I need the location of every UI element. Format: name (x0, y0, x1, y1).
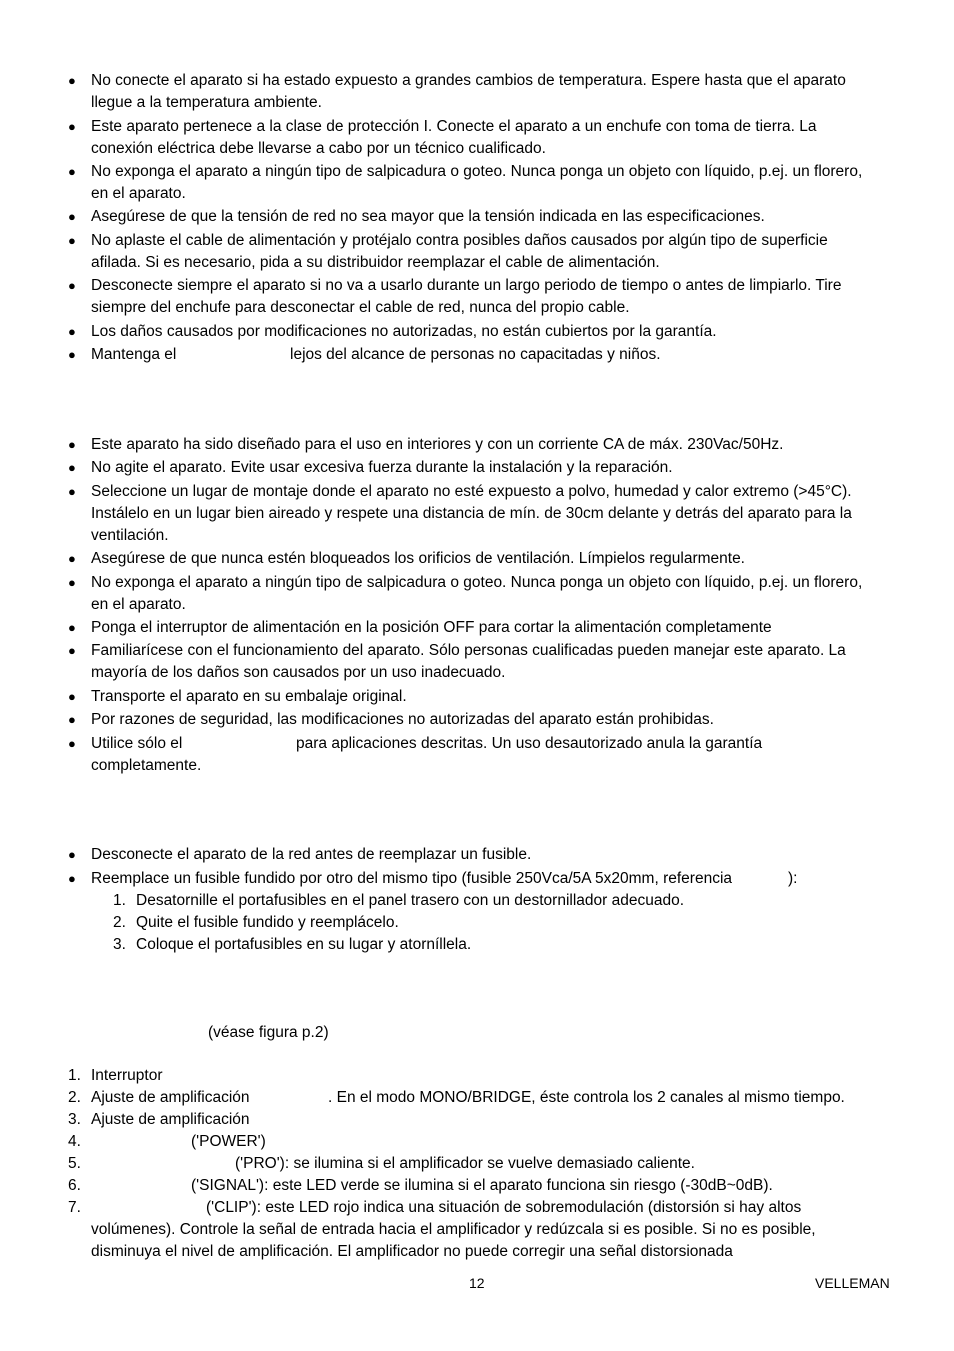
bullet: ● (68, 575, 76, 590)
item-text: Ajuste de amplificación (91, 1089, 250, 1106)
bullet: ● (68, 736, 76, 751)
list-item-line: siempre del enchufe para desconectar el cable de red, nunca del propio cable. (91, 299, 630, 316)
bullet: ● (68, 620, 76, 635)
list-item-line: en el aparato. (91, 596, 186, 613)
list-item-line: Por razones de seguridad, las modificaciones no autorizadas del aparato están prohibidas. (91, 711, 714, 728)
list-item-line: Este aparato ha sido diseñado para el uso en interiores y con un corriente CA de máx. 230Vac/50Hz. (91, 436, 784, 453)
list-item-text: Mantenga el (91, 346, 177, 363)
bullet: ● (68, 278, 76, 293)
list-item-line: No conecte el aparato si ha estado expuesto a grandes cambios de temperatura. Espere hasta que el aparato (91, 72, 846, 89)
page-number: 12 (469, 1275, 485, 1291)
list-item-line: Transporte el aparato en su embalaje original. (91, 688, 407, 705)
step-number: 1. (113, 892, 126, 909)
list-item-line: No agite el aparato. Evite usar excesiva fuerza durante la instalación y la reparación. (91, 459, 673, 476)
item-text: . En el modo MONO/BRIDGE, éste controla los 2 canales al mismo tiempo. (328, 1089, 845, 1106)
list-item-line: completamente. (91, 757, 202, 774)
figure-reference: (véase figura p.2) (208, 1024, 329, 1041)
item-number: 4. (68, 1133, 81, 1150)
item-text: ('CLIP'): este LED rojo indica una situación de sobremodulación (distorsión si hay altos (206, 1199, 802, 1216)
bullet: ● (68, 347, 76, 362)
bullet: ● (68, 484, 76, 499)
step-text: Coloque el portafusibles en su lugar y atorníllela. (136, 936, 472, 953)
bullet: ● (68, 73, 76, 88)
bullet: ● (68, 460, 76, 475)
list-item-text: Utilice sólo el (91, 735, 183, 752)
item-text: ('PRO'): se ilumina si el amplificador se vuelve demasiado caliente. (235, 1155, 695, 1172)
item-number: 2. (68, 1089, 81, 1106)
list-item-line: mayoría de los daños son causados por un uso inadecuado. (91, 664, 506, 681)
list-item-text: ): (788, 870, 798, 887)
bullet: ● (68, 324, 76, 339)
item-text: Interruptor (91, 1067, 163, 1084)
list-item-text: lejos del alcance de personas no capacitadas y niños. (290, 346, 661, 363)
list-item-line: Ponga el interruptor de alimentación en la posición OFF para cortar la alimentación completamente (91, 619, 772, 636)
item-text: ('SIGNAL'): este LED verde se ilumina si el aparato funciona sin riesgo (-30dB~0dB). (191, 1177, 773, 1194)
list-item-line: Seleccione un lugar de montaje donde el aparato no esté expuesto a polvo, humedad y calor extremo (>45°C). (91, 483, 852, 500)
bullet: ● (68, 847, 76, 862)
list-item-line: Asegúrese de que la tensión de red no sea mayor que la tensión indicada en las especificaciones. (91, 208, 765, 225)
list-item-line: No exponga el aparato a ningún tipo de salpicadura o goteo. Nunca ponga un objeto con líquido, p.ej. un florero, (91, 163, 863, 180)
bullet: ● (68, 689, 76, 704)
item-text-line: volúmenes). Controle la señal de entrada hacia el amplificador y redúzcala si es posible. Si no es posible, (91, 1221, 816, 1238)
list-item-line: Desconecte siempre el aparato si no va a usarlo durante un largo periodo de tiempo o antes de limpiarlo. Tire (91, 277, 842, 294)
item-text: Ajuste de amplificación (91, 1111, 250, 1128)
bullet: ● (68, 164, 76, 179)
list-item-line: Asegúrese de que nunca estén bloqueados los orificios de ventilación. Límpielos regularmente. (91, 550, 745, 567)
item-number: 6. (68, 1177, 81, 1194)
list-item-line: Desconecte el aparato de la red antes de reemplazar un fusible. (91, 846, 532, 863)
bullet: ● (68, 871, 76, 886)
list-item-line: Instálelo en un lugar bien aireado y respete una distancia de mín. de 30cm delante y detrás del aparato para la (91, 505, 852, 522)
list-item-line: afilada. Si es necesario, pida a su distribuidor reemplazar el cable de alimentación. (91, 254, 660, 271)
item-number: 1. (68, 1067, 81, 1084)
list-item-line: No exponga el aparato a ningún tipo de salpicadura o goteo. Nunca ponga un objeto con líquido, p.ej. un florero, (91, 574, 863, 591)
footer-brand: VELLEMAN (815, 1275, 890, 1291)
step-text: Quite el fusible fundido y reemplácelo. (136, 914, 399, 931)
list-item-line: Familiarícese con el funcionamiento del aparato. Sólo personas cualificadas pueden manejar este aparato. La (91, 642, 846, 659)
list-item-line: Los daños causados por modificaciones no autorizadas, no están cubiertos por la garantía. (91, 323, 717, 340)
list-item-line: llegue a la temperatura ambiente. (91, 94, 322, 111)
bullet: ● (68, 209, 76, 224)
bullet: ● (68, 712, 76, 727)
list-item-text: para aplicaciones descritas. Un uso desautorizado anula la garantía (296, 735, 763, 752)
list-item-text: Reemplace un fusible fundido por otro del mismo tipo (fusible 250Vca/5A 5x20mm, referencia (91, 870, 733, 887)
step-text: Desatornille el portafusibles en el panel trasero con un destornillador adecuado. (136, 892, 685, 909)
item-text-line: disminuya el nivel de amplificación. El amplificador no puede corregir una señal distorsionada (91, 1243, 733, 1260)
list-item-line: No aplaste el cable de alimentación y protéjalo contra posibles daños causados por algún tipo de superficie (91, 232, 828, 249)
list-item-line: en el aparato. (91, 185, 186, 202)
step-number: 2. (113, 914, 126, 931)
bullet: ● (68, 551, 76, 566)
list-item-line: Este aparato pertenece a la clase de protección I. Conecte el aparato a un enchufe con toma de tierra. La (91, 118, 817, 135)
item-text: ('POWER') (191, 1133, 266, 1150)
bullet: ● (68, 437, 76, 452)
step-number: 3. (113, 936, 126, 953)
item-number: 3. (68, 1111, 81, 1128)
list-item-line: ventilación. (91, 527, 169, 544)
item-number: 7. (68, 1199, 81, 1216)
list-item-line: conexión eléctrica debe llevarse a cabo por un técnico cualificado. (91, 140, 546, 157)
item-number: 5. (68, 1155, 81, 1172)
bullet: ● (68, 119, 76, 134)
bullet: ● (68, 233, 76, 248)
bullet: ● (68, 643, 76, 658)
